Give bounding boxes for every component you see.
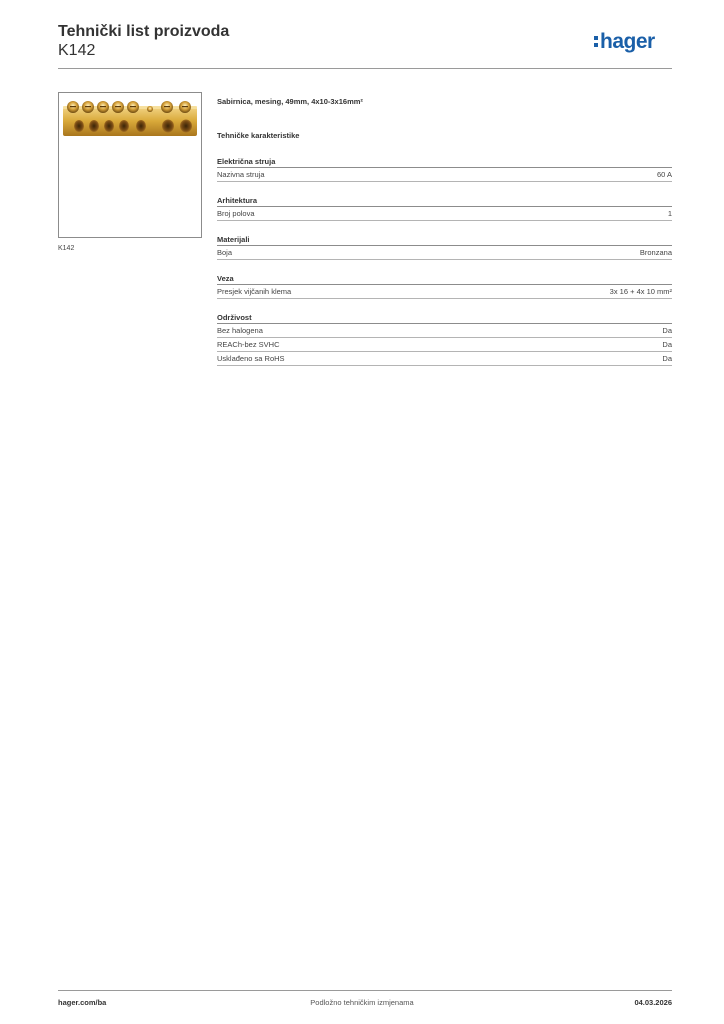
spec-value: Da xyxy=(662,340,672,349)
spec-row xyxy=(217,324,672,338)
logo-text: hager xyxy=(600,30,655,53)
image-caption: K142 xyxy=(58,245,75,252)
spec-label: REACh-bez SVHC xyxy=(217,340,280,349)
group-title: Održivost xyxy=(217,312,672,324)
spec-label: Broj polova xyxy=(217,209,255,218)
spec-label: Presjek vijčanih klema xyxy=(217,287,292,296)
hager-logo xyxy=(593,30,675,56)
spec-value: 1 xyxy=(667,209,672,218)
group-materials xyxy=(217,234,672,260)
product-description: Sabirnica, mesing, 49mm, 4x10-3x16mm² xyxy=(217,97,363,106)
spec-label: Bez halogena xyxy=(217,326,263,335)
spec-row xyxy=(217,168,672,182)
group-title: Arhitektura xyxy=(217,195,672,207)
spec-value: 60 A xyxy=(656,170,672,179)
spec-sheet xyxy=(217,96,672,366)
busbar-image xyxy=(61,98,199,138)
product-code: K142 xyxy=(58,42,96,59)
spec-label: Boja xyxy=(217,248,233,257)
header-divider xyxy=(58,68,672,69)
group-connection xyxy=(217,273,672,299)
spec-value: 3x 16 + 4x 10 mm² xyxy=(609,287,672,296)
group-sustainability xyxy=(217,312,672,366)
section-heading: Tehničke karakteristike xyxy=(217,131,300,140)
group-title: Veza xyxy=(217,273,672,285)
spec-row xyxy=(217,246,672,260)
spec-row xyxy=(217,352,672,366)
spec-value: Da xyxy=(662,326,672,335)
group-architecture xyxy=(217,195,672,221)
footer-website[interactable]: hager.com/ba xyxy=(58,998,107,1007)
group-title: Materijali xyxy=(217,234,672,246)
spec-label: Usklađeno sa RoHS xyxy=(217,354,285,363)
spec-label: Nazivna struja xyxy=(217,170,265,179)
footer-divider xyxy=(58,990,672,991)
group-electric-current xyxy=(217,156,672,182)
footer-date: 04.03.2026 xyxy=(634,998,672,1007)
spec-row xyxy=(217,285,672,299)
spec-value: Da xyxy=(662,354,672,363)
group-title: Električna struja xyxy=(217,156,672,168)
product-image xyxy=(58,92,202,238)
spec-row xyxy=(217,338,672,352)
spec-row xyxy=(217,207,672,221)
footer-notice: Podložno tehničkim izmjenama xyxy=(310,998,414,1007)
page-title: Tehnički list proizvoda xyxy=(58,23,230,40)
spec-value: Bronzana xyxy=(639,248,672,257)
